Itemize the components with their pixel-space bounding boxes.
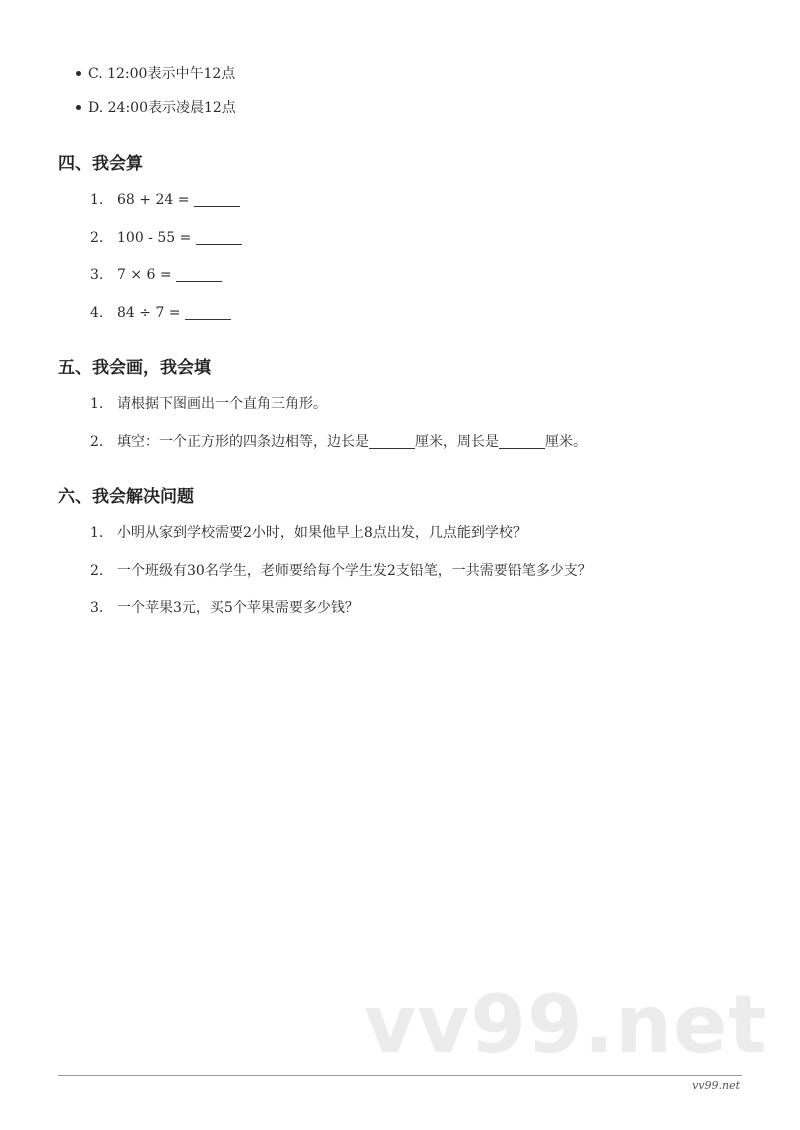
- question-text: 7 × 6 =: [117, 267, 177, 283]
- section-calculation: [58, 152, 748, 332]
- answer-blank[interactable]: [176, 267, 222, 282]
- question-text: 小明从家到学校需要2小时，如果他早上8点出发，几点能到学校？: [117, 525, 527, 541]
- question-text: 请根据下图画出一个直角三角形。: [117, 396, 327, 412]
- list-item: [58, 257, 748, 295]
- item-number: 3.: [90, 600, 104, 616]
- watermark: vv99.net: [364, 978, 768, 1071]
- answer-blank[interactable]: [196, 230, 242, 245]
- list-item: [58, 424, 748, 462]
- item-number: 2.: [90, 562, 104, 579]
- option-text: C. 12:00表示中午12点: [88, 66, 236, 82]
- section-problem-solving: [58, 485, 748, 628]
- item-number: 1.: [90, 525, 104, 541]
- section-draw-fill: [58, 356, 748, 461]
- answer-blank[interactable]: [194, 192, 240, 207]
- question-list: [58, 182, 748, 332]
- question-text: 68 + 24 =: [117, 192, 194, 208]
- item-number: 2.: [90, 433, 104, 450]
- question-text: 厘米。: [545, 433, 587, 450]
- list-item: [58, 220, 748, 258]
- question-text: 一个班级有30名学生，老师要给每个学生发2支铅笔，一共需要铅笔多少支？: [117, 562, 592, 579]
- item-number: 1.: [90, 192, 104, 208]
- section-title: 四、我会算: [58, 154, 143, 174]
- answer-blank[interactable]: [185, 305, 231, 320]
- footer-divider: [58, 1075, 742, 1076]
- section-title: 五、我会画，我会填: [58, 358, 211, 378]
- question-text: 填空：一个正方形的四条边相等，边长是: [117, 433, 369, 450]
- question-text: 100 - 55 =: [117, 229, 196, 246]
- list-item: [58, 515, 748, 553]
- list-item: [58, 553, 748, 591]
- list-item: [76, 60, 236, 94]
- item-number: 1.: [90, 396, 104, 412]
- item-number: 3.: [90, 267, 104, 283]
- option-list: [76, 60, 236, 128]
- section-title: 六、我会解决问题: [58, 487, 194, 507]
- item-number: 2.: [90, 229, 104, 246]
- list-item: [58, 590, 748, 628]
- footer-site-label: vv99.net: [692, 1079, 740, 1092]
- list-item: [76, 94, 236, 128]
- bullet-icon: [76, 105, 81, 110]
- option-text: D. 24:00表示凌晨12点: [88, 100, 236, 116]
- question-list: [58, 386, 748, 461]
- answer-blank[interactable]: [369, 434, 415, 449]
- list-item: [58, 295, 748, 333]
- list-item: [58, 386, 748, 424]
- question-text: 厘米，周长是: [415, 433, 499, 450]
- bullet-icon: [76, 71, 81, 76]
- answer-blank[interactable]: [499, 434, 545, 449]
- list-item: [58, 182, 748, 220]
- question-text: 一个苹果3元，买5个苹果需要多少钱？: [117, 600, 359, 616]
- item-number: 4.: [90, 304, 104, 321]
- question-text: 84 ÷ 7 =: [117, 304, 185, 321]
- question-list: [58, 515, 748, 628]
